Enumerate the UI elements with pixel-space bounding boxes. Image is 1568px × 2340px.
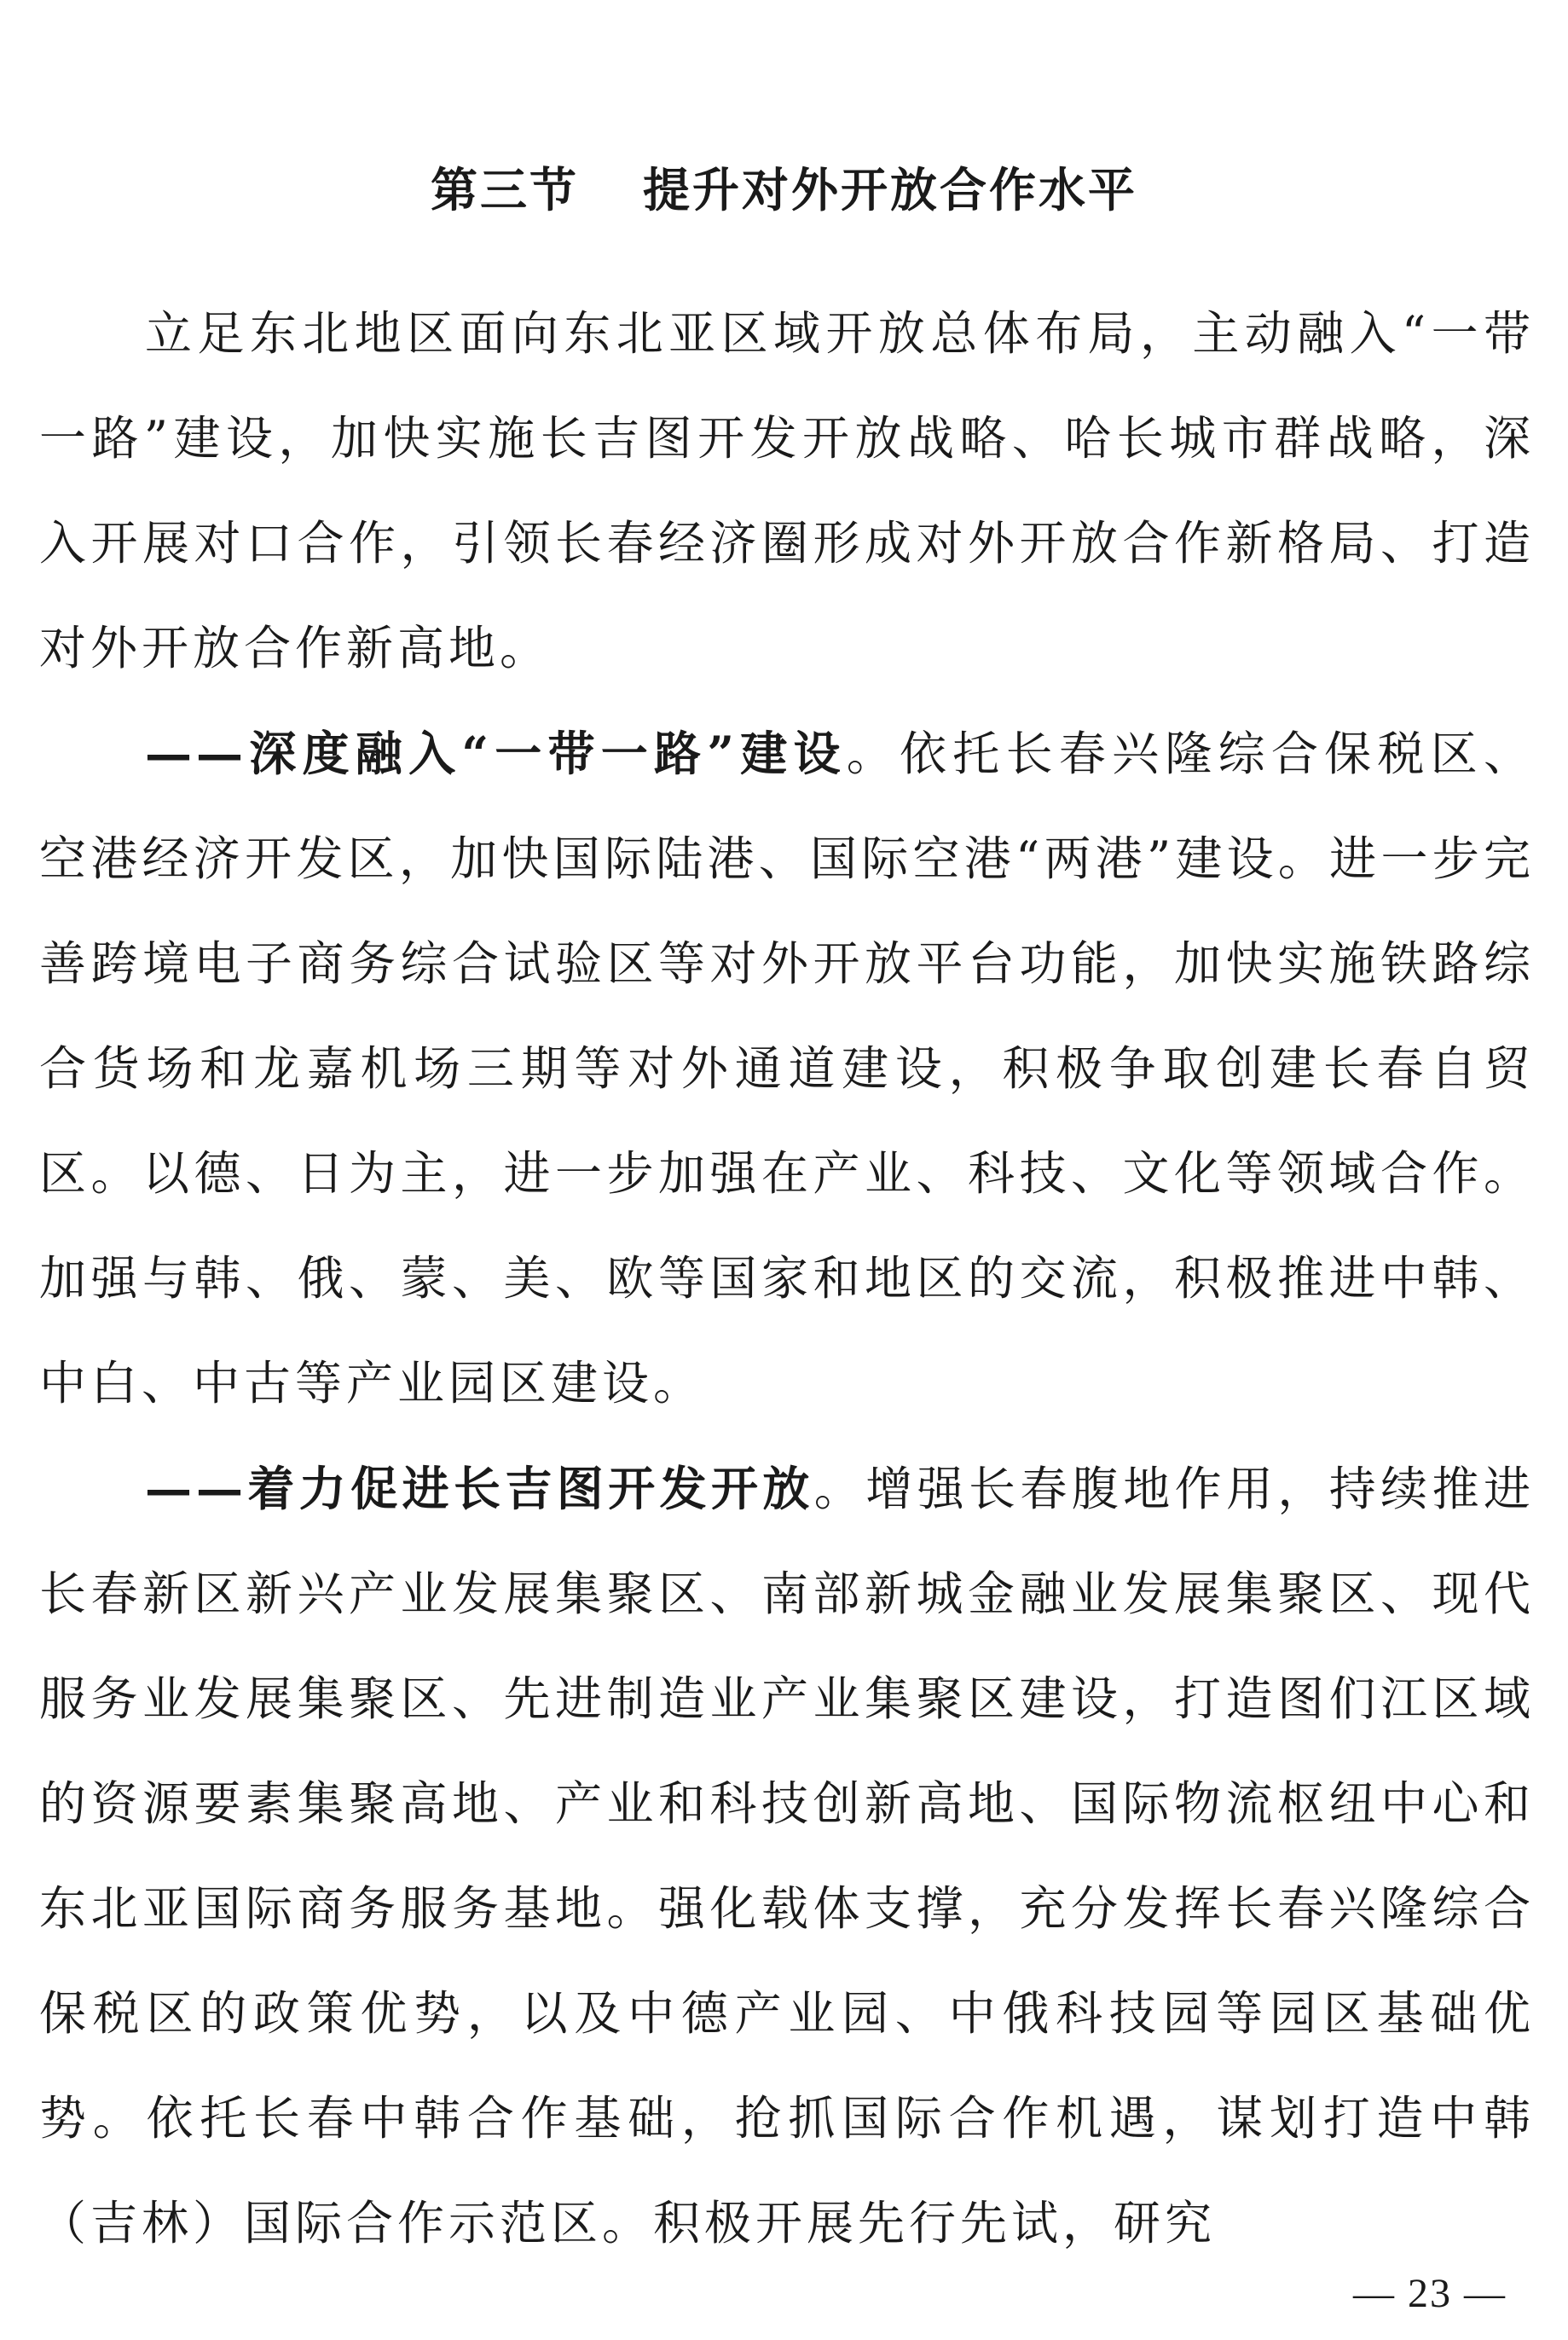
- page-number: — 23 —: [1353, 2271, 1507, 2316]
- body-text: [39, 281, 1535, 2276]
- paragraph-text: 立足东北地区面向东北亚区域开放总体布局，主动融入“一带一路”建设，加快实施长吉图开发开放战略、哈长城市群战略，深入开展对口合作，引领长春经济圈形成对外开放合作新格局、打造对外开放合作新高地。: [39, 306, 1535, 675]
- paragraph-text: 。增强长春腹地作用，持续推进长春新区新兴产业发展集聚区、南部新城金融业发展集聚区、现代服务业发展集聚区、先进制造业产业集聚区建设，打造图们江区域的资源要素集聚高地、产业和科技创新高地、国际物流枢纽中心和东北亚国际商务服务基地。强化载体支撑，充分发挥长春兴隆综合保税区的政策优势，以及中德产业园、中俄科技园等园区基础优势。依托长春中韩合作基础，抢抓国际合作机遇，谋划打造中韩（吉林）国际合作示范区。积极开展先行先试，研究: [39, 1462, 1535, 2250]
- paragraph-lead-heading: ——深度融入“一带一路”建设: [145, 726, 847, 781]
- paragraph-lead-heading: ——着力促进长吉图开发开放: [145, 1461, 814, 1516]
- paragraph-changjitu: [39, 1436, 1535, 2276]
- paragraph-intro: [39, 281, 1535, 701]
- section-title: [0, 152, 1568, 229]
- section-number: 第三节: [430, 162, 579, 217]
- paragraph-belt-and-road: [39, 701, 1535, 1436]
- section-title-text: 提升对外开放合作水平: [643, 162, 1138, 217]
- paragraph-text: 。依托长春兴隆综合保税区、空港经济开发区，加快国际陆港、国际空港“两港”建设。进一步完善跨境电子商务综合试验区等对外开放平台功能，加快实施铁路综合货场和龙嘉机场三期等对外通道建设，积极争取创建长春自贸区。以德、日为主，进一步加强在产业、科技、文化等领域合作。加强与韩、俄、蒙、美、欧等国家和地区的交流，积极推进中韩、中白、中古等产业园区建设。: [39, 727, 1535, 1410]
